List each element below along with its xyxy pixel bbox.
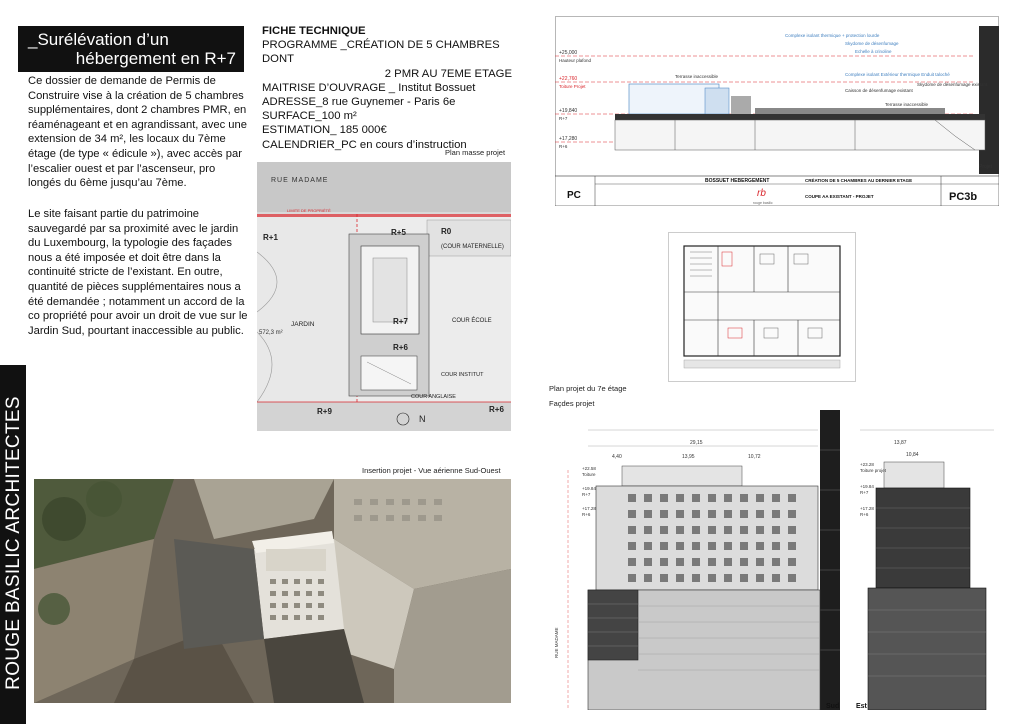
fiche-estimation: ESTIMATION_ 185 000€ — [262, 124, 387, 137]
coupe-level-2: +22,760 — [559, 76, 578, 82]
facade-dim-3: 10,72 — [748, 454, 761, 460]
rue-madame-label: RUE MADAME — [271, 177, 329, 184]
plan-masse — [257, 162, 511, 431]
jardin-label: JARDIN — [291, 321, 315, 328]
cour-institut: COUR INSTITUT — [441, 372, 484, 378]
cour-anglaise: COUR ANGLAISE — [411, 394, 456, 400]
facade-rue-madame: RUE MADAME — [554, 627, 559, 658]
studio-name: ROUGE BASILIC ARCHITECTES — [3, 396, 24, 690]
facade-sud-level-2: +19.84 — [582, 486, 596, 491]
fiche-programme-2: 2 PMR AU 7EME ETAGE — [384, 67, 512, 80]
facade-est-label-1: Toiture projet — [860, 468, 887, 473]
fiche-programme: PROGRAMME _CRÉATION DE 5 CHAMBRES DONT — [262, 39, 500, 66]
facade-est-level-1: +23.28 — [860, 462, 874, 467]
facade-est-label-2: R+7 — [860, 490, 869, 495]
facade-est-level-2: +19.84 — [860, 484, 874, 489]
facades-caption: Façdes projet — [549, 399, 595, 408]
fiche-maitrise: MAITRISE D’OUVRAGE _ Institut Bossuet — [262, 81, 476, 94]
cartouche-logo: rb — [757, 188, 766, 199]
coupe-note-3: Echelle à crinoline — [855, 49, 892, 54]
coupe-aa — [555, 16, 999, 206]
plan-r1: R+1 — [263, 233, 278, 242]
facade-sud-label-2: R+7 — [582, 492, 591, 497]
jardin-surface: 572,3 m² — [259, 330, 283, 336]
coupe-level-label-4: R+6 — [559, 144, 568, 149]
coupe-level-label-1: Hauteur plafond — [559, 58, 592, 63]
cartouche-client: BOSSUET HEBERGEMENT — [705, 178, 770, 184]
coupe-note-5: Caisson de désenfumage existant — [845, 88, 913, 93]
coupe-level-4: +17,280 — [559, 136, 578, 142]
coupe-note-4: Complexe isolant Extérieur thermique Enduit taloché — [845, 72, 950, 77]
facade-est-dim: 10,84 — [906, 452, 919, 458]
plan-r7: R+7 — [393, 317, 408, 326]
coupe-level-label-3: R+7 — [559, 116, 568, 121]
coupe-aa-drawing — [555, 16, 999, 206]
plan-masse-drawing — [257, 162, 511, 431]
facade-est-label: Est — [856, 703, 867, 710]
facade-est-dim-total: 13,87 — [894, 440, 907, 446]
title-line-2: hébergement en R+7 — [75, 49, 236, 68]
plan-masse-caption: Plan masse projet — [445, 148, 506, 157]
facade-est-level-3: +17.28 — [860, 506, 874, 511]
cartouche-objet: CRÉATION DE 5 CHAMBRES AU DERNIER ETAGE — [805, 178, 913, 183]
facade-dim-1: 4,40 — [612, 454, 622, 460]
facade-sud-label: Sud — [826, 703, 840, 710]
facade-est-drawing — [854, 410, 1000, 710]
description-paragraph-2: Le site faisant partie du patrimoine sauvegardé par sa proximité avec le jardin du Luxembourg, la typologie des façades nous a été imposée et doit être dans la continuité stricte de l’existant. En outre, quantité de pièces supplémentaires nous a été demandée ; notamment un accord de la co propriété pour avoir un droit de vue sur le Jardin Sud, pourtant inaccessible au public. — [28, 208, 248, 337]
page-title — [18, 26, 244, 72]
fiche-calendrier: CALENDRIER_PC en cours d’instruction — [262, 138, 467, 151]
limite-propriete-label: LIMITE DE PROPRIÉTÉ — [287, 208, 331, 213]
coupe-note-1: Complexe isolant thermique + protection lourde — [785, 33, 880, 38]
cartouche-vue: COUPE AA EXISTANT - PROJET — [805, 194, 874, 199]
facade-sud-label-1: Toiture — [582, 472, 596, 477]
insertion-caption: Insertion projet - Vue aérienne Sud-Ouest — [362, 466, 501, 475]
cartouche-logo-sub: rouge basilic — [753, 201, 773, 205]
facade-sud-level-1: +22.58 — [582, 466, 596, 471]
coupe-note-6: Skydome de désenfumage existant — [917, 82, 988, 87]
fiche-adresse: ADRESSE_8 rue Guynemer - Paris 6e — [262, 96, 456, 109]
fiche-technique — [262, 24, 512, 152]
cour-maternelle: (COUR MATERNELLE) — [441, 244, 504, 250]
coupe-note-2: Skydome de désenfumage — [845, 41, 899, 46]
facade-sud-label-3: R+6 — [582, 512, 591, 517]
coupe-projet: Projet — [979, 164, 993, 170]
north-label: N — [419, 414, 426, 424]
fiche-surface: SURFACE_100 m² — [262, 110, 357, 123]
facade-sud-level-3: +17.28 — [582, 506, 596, 511]
facade-est — [854, 410, 1000, 710]
plan-7e-drawing — [668, 232, 856, 382]
facade-est-label-3: R+6 — [860, 512, 869, 517]
facade-dim-total: 29,15 — [690, 440, 703, 446]
coupe-note-8: Terrasse inaccessible — [885, 102, 929, 107]
aerial-view — [34, 479, 511, 703]
coupe-level-label-2: Toiture Projet — [559, 84, 586, 89]
cour-ecole: COUR ÉCOLE — [452, 318, 492, 324]
plan-r6: R+6 — [393, 343, 408, 352]
plan-r6b: R+6 — [489, 405, 504, 414]
facade-sud — [548, 410, 846, 710]
fiche-heading: FICHE TECHNIQUE — [262, 25, 366, 37]
plan-r9: R+9 — [317, 407, 332, 416]
description-paragraph-1: Ce dossier de demande de Permis de Construire vise à la création de 5 chambres supplémentaires, dont 2 chambres PMR, en réaménageant et en agrandissant, avec une extension de 34 m², les locaux du 7ème étage (de type « édicule »), avec accès par l’escalier ouest et par l’ascenseur, pro longés du 6ème jusqu’au 7ème. — [28, 75, 247, 190]
coupe-level-3: +19,840 — [559, 108, 578, 114]
cartouche-pc3b: PC3b — [949, 191, 978, 203]
aerial-photo-illustration — [34, 479, 511, 703]
cartouche-pc: PC — [567, 190, 581, 201]
plan-r5: R+5 — [391, 228, 406, 237]
title-line-1: _Surélévation d’un — [28, 30, 169, 49]
coupe-level-1: +25,000 — [559, 50, 578, 56]
facade-sud-drawing — [548, 410, 846, 710]
plan-7-caption: Plan projet du 7e étage — [549, 384, 627, 393]
plan-7e-etage — [668, 232, 856, 382]
plan-r0: R0 — [441, 227, 452, 236]
facade-dim-2: 13,95 — [682, 454, 695, 460]
coupe-note-7: Terrasse inaccessible — [675, 74, 719, 79]
